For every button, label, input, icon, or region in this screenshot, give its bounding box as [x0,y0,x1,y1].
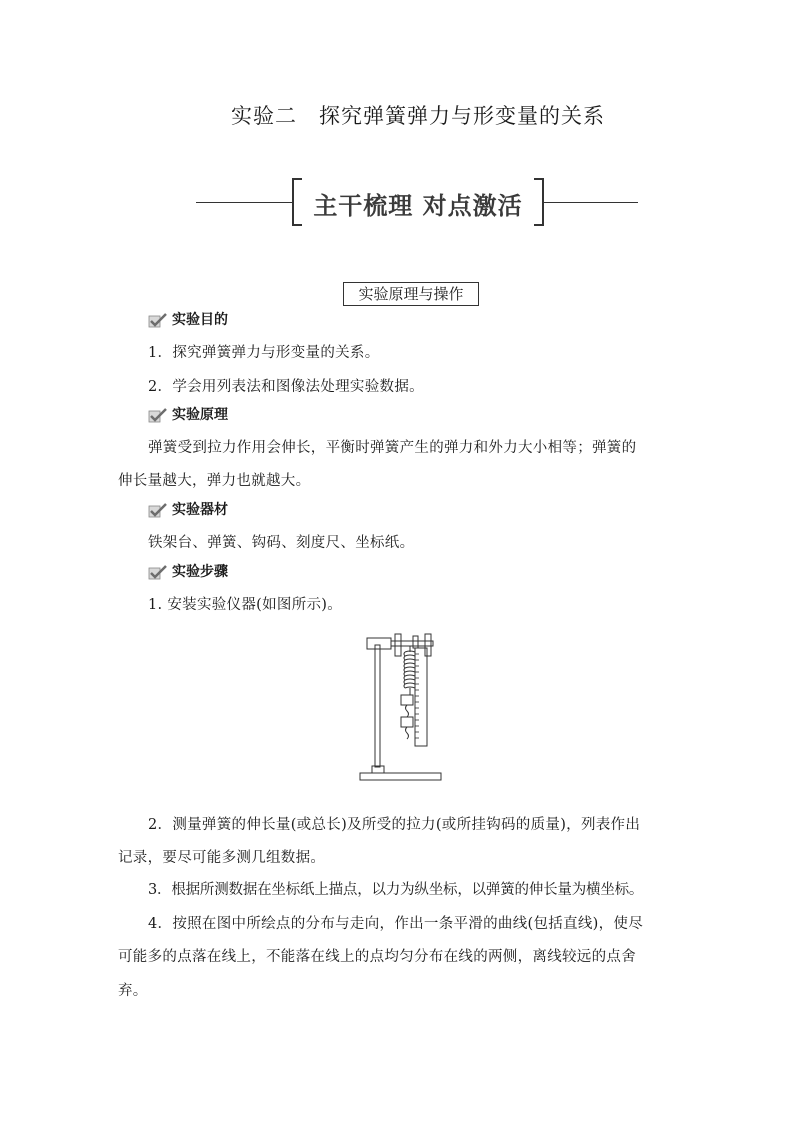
checkmark-icon [148,502,168,518]
step-2-line-1: 2．测量弹簧的伸长量(或总长)及所受的拉力(或所挂钩码的质量)，列表作出 [148,817,641,833]
section-heading-text: 实验器材 [172,502,228,518]
section-banner [292,178,544,224]
purpose-item-2: 2．学会用列表法和图像法处理实验数据。 [148,379,424,395]
checkmark-icon [148,407,168,423]
section-heading-principle [148,406,228,424]
principle-line-2: 伸长量越大，弹力也就越大。 [118,473,311,489]
step-3: 3．根据所测数据在坐标纸上描点，以力为纵坐标，以弹簧的伸长量为横坐标。 [148,882,644,898]
apparatus-figure [355,630,445,785]
principle-line-1: 弹簧受到拉力作用会伸长，平衡时弹簧产生的弹力和外力大小相等；弹簧的 [148,440,637,456]
section-heading-text: 实验步骤 [172,564,228,580]
checkmark-icon [148,564,168,580]
section-heading-steps [148,563,228,581]
checkmark-icon [148,312,168,328]
step-4-line-3: 弃。 [118,983,148,999]
section-heading-purpose [148,311,228,329]
banner-rule-left [196,202,292,203]
banner-rule-right [544,202,638,203]
step-2-line-2: 记录，要尽可能多测几组数据。 [118,850,326,866]
page-title: 实验二 探究弹簧弹力与形变量的关系 [231,104,605,128]
section-heading-text: 实验目的 [172,312,228,328]
step-1: 1. 安装实验仪器(如图所示)。 [148,597,343,613]
section-heading-equipment [148,501,228,519]
iron-stand-spring-diagram [355,630,445,785]
banner-text: 主干梳理 对点激活 [313,192,523,220]
subheading-box: 实验原理与操作 [343,282,479,306]
purpose-item-1: 1．探究弹簧弹力与形变量的关系。 [148,345,380,361]
step-4-line-1: 4．按照在图中所绘点的分布与走向，作出一条平滑的曲线(包括直线)，使尽 [148,916,644,932]
step-4-line-2: 可能多的点落在线上，不能落在线上的点均匀分布在线的两侧，离线较远的点舍 [118,949,636,965]
equipment-text: 铁架台、弹簧、钩码、刻度尺、坐标纸。 [148,535,415,551]
section-heading-text: 实验原理 [172,407,228,423]
